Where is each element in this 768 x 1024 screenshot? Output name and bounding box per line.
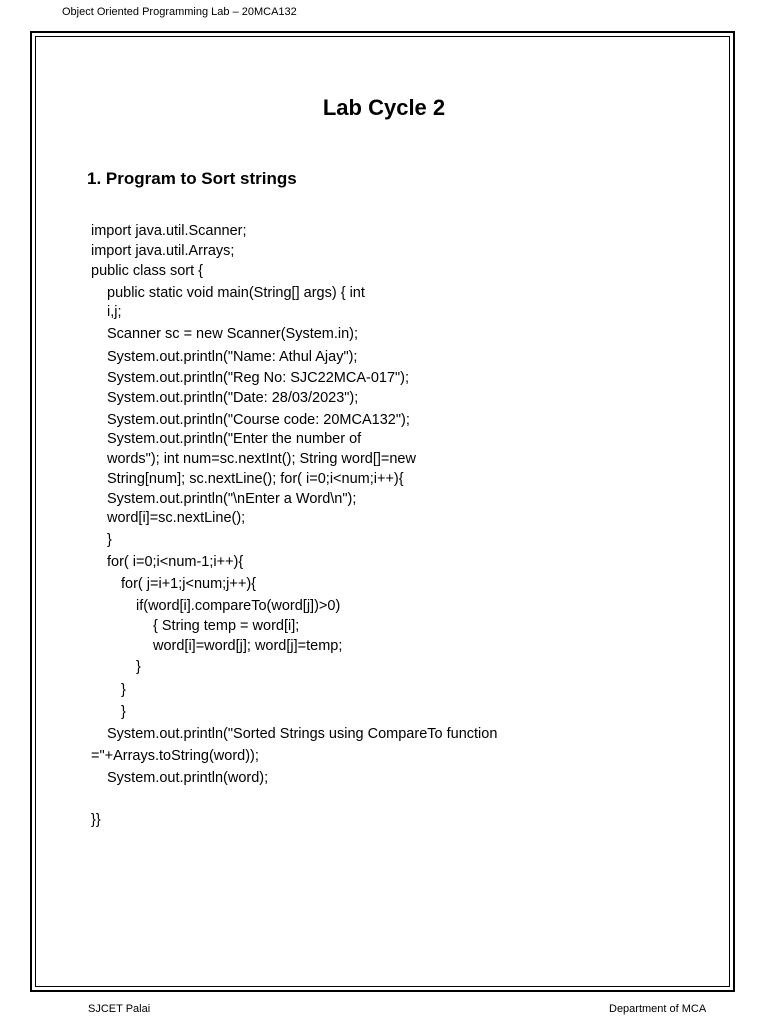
- code-line: }: [107, 532, 112, 548]
- code-line: }: [121, 704, 126, 720]
- code-line: Scanner sc = new Scanner(System.in);: [107, 326, 359, 342]
- page-title: Lab Cycle 2: [322, 95, 446, 120]
- footer-department: Department of MCA: [609, 1003, 707, 1015]
- code-line: System.out.println(word);: [107, 770, 269, 786]
- code-line: i,j;: [107, 304, 122, 320]
- code-line: ="+Arrays.toString(word));: [91, 748, 259, 764]
- code-line: System.out.println("Reg No: SJC22MCA-017");: [107, 370, 410, 386]
- page-header: Object Oriented Programming Lab – 20MCA132: [62, 6, 297, 18]
- code-line: System.out.println("Course code: 20MCA132");: [107, 412, 410, 428]
- code-line: word[i]=sc.nextLine();: [107, 510, 246, 526]
- code-line: System.out.println("Sorted Strings using CompareTo function: [107, 726, 498, 742]
- code-line: String[num]; sc.nextLine(); for( i=0;i<num;i++){: [107, 471, 404, 487]
- code-line: { String temp = word[i];: [153, 618, 300, 634]
- code-line: public class sort {: [91, 263, 204, 279]
- code-line: }: [136, 659, 141, 675]
- code-line: System.out.println("Enter the number of: [107, 431, 362, 447]
- code-line: for( j=i+1;j<num;j++){: [121, 576, 257, 592]
- code-line: }}: [91, 812, 101, 828]
- footer-institution: SJCET Palai: [88, 1003, 151, 1015]
- section-title: 1. Program to Sort strings: [87, 169, 297, 188]
- code-line: public static void main(String[] args) { int: [107, 285, 365, 301]
- code-line: import java.util.Scanner;: [91, 223, 247, 239]
- code-line: import java.util.Arrays;: [91, 243, 235, 259]
- code-line: word[i]=word[j]; word[j]=temp;: [153, 638, 343, 654]
- code-line: if(word[i].compareTo(word[j])>0): [136, 598, 341, 614]
- code-line: for( i=0;i<num-1;i++){: [107, 554, 244, 570]
- code-line: }: [121, 682, 126, 698]
- code-line: System.out.println("Date: 28/03/2023");: [107, 390, 359, 406]
- code-line: words"); int num=sc.nextInt(); String word[]=new: [107, 451, 416, 467]
- code-line: System.out.println("Name: Athul Ajay");: [107, 349, 358, 365]
- code-line: System.out.println("\nEnter a Word\n");: [107, 491, 357, 507]
